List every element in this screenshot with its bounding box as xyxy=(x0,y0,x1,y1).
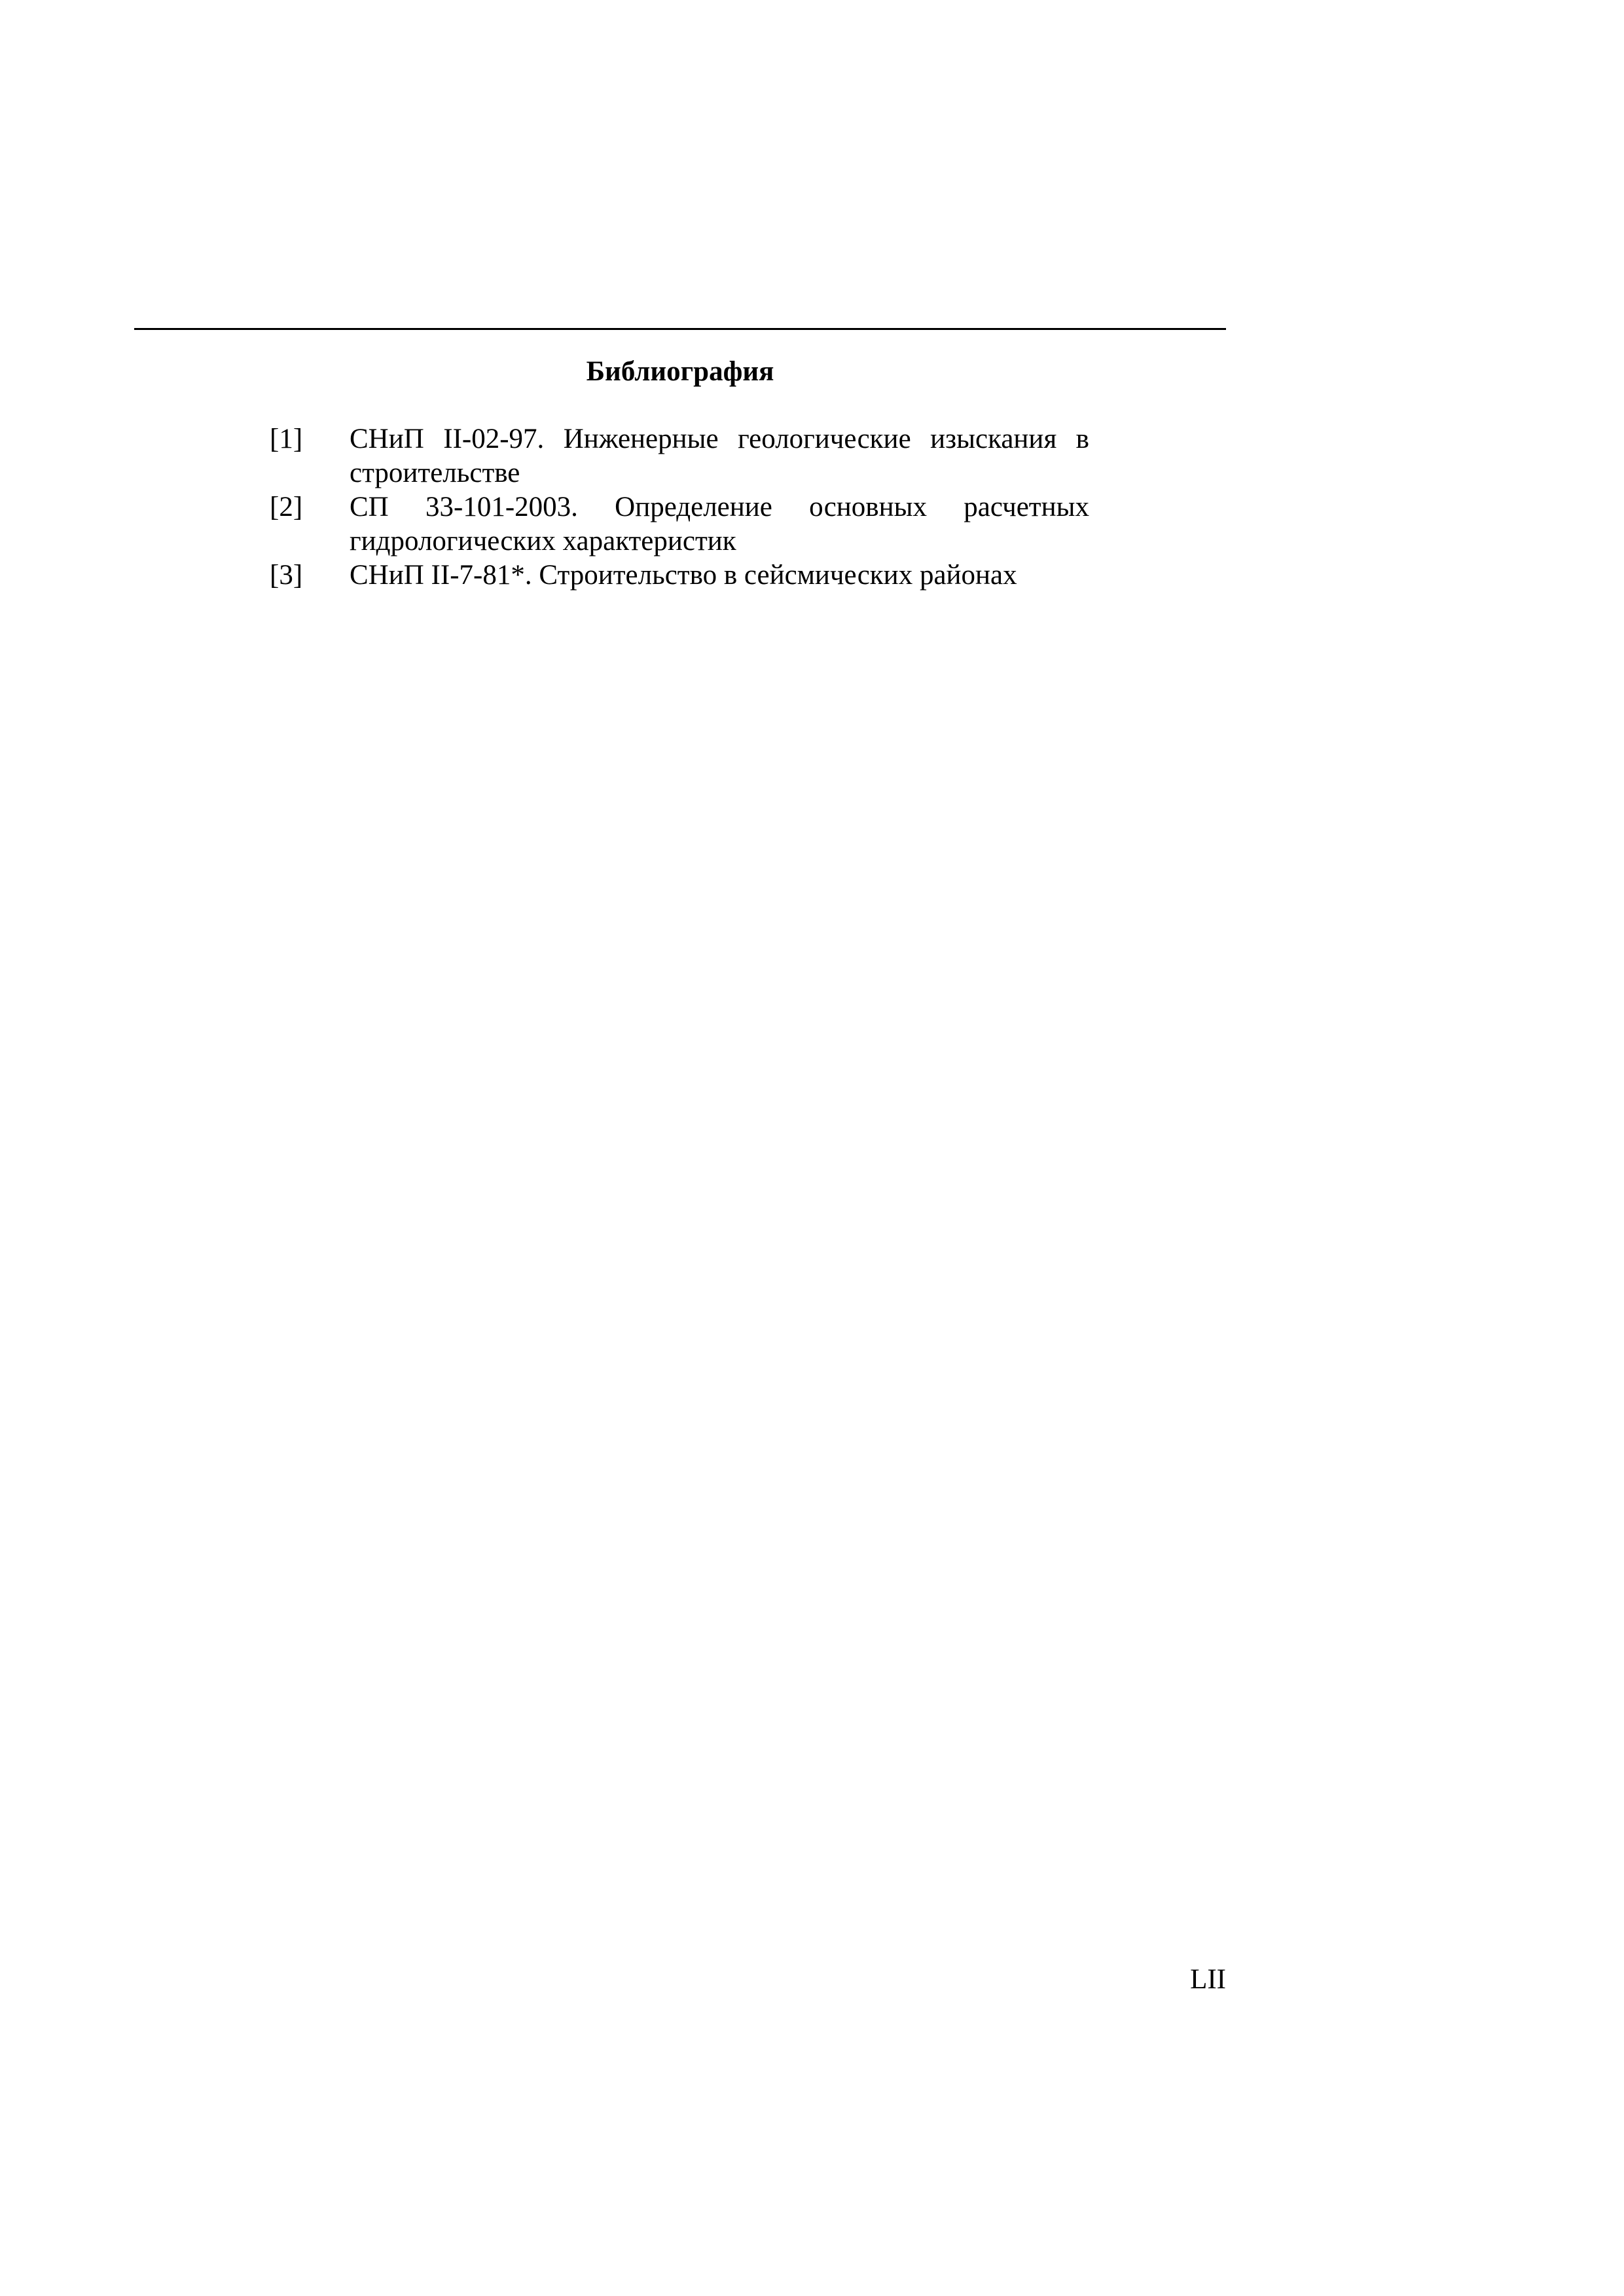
bibliography-entry xyxy=(270,422,1089,490)
entry-text: СНиП II-7-81*. Строительство в сейсмических районах xyxy=(350,560,1017,591)
bibliography-entry xyxy=(270,490,1089,558)
entry-text: СП 33-101-2003. Определение основных расчетных гидрологических характеристик xyxy=(350,492,1089,556)
page-number: LII xyxy=(1190,1964,1226,1995)
entry-text: СНиП II-02-97. Инженерные геологические изыскания в строительстве xyxy=(350,424,1089,488)
entry-number: [3] xyxy=(270,560,303,591)
bibliography-title: Библиография xyxy=(586,356,774,387)
bibliography-list xyxy=(270,422,1089,592)
bibliography-entry xyxy=(270,558,1089,592)
top-rule-divider xyxy=(134,328,1226,330)
entry-number: [1] xyxy=(270,424,303,454)
entry-number: [2] xyxy=(270,492,303,522)
